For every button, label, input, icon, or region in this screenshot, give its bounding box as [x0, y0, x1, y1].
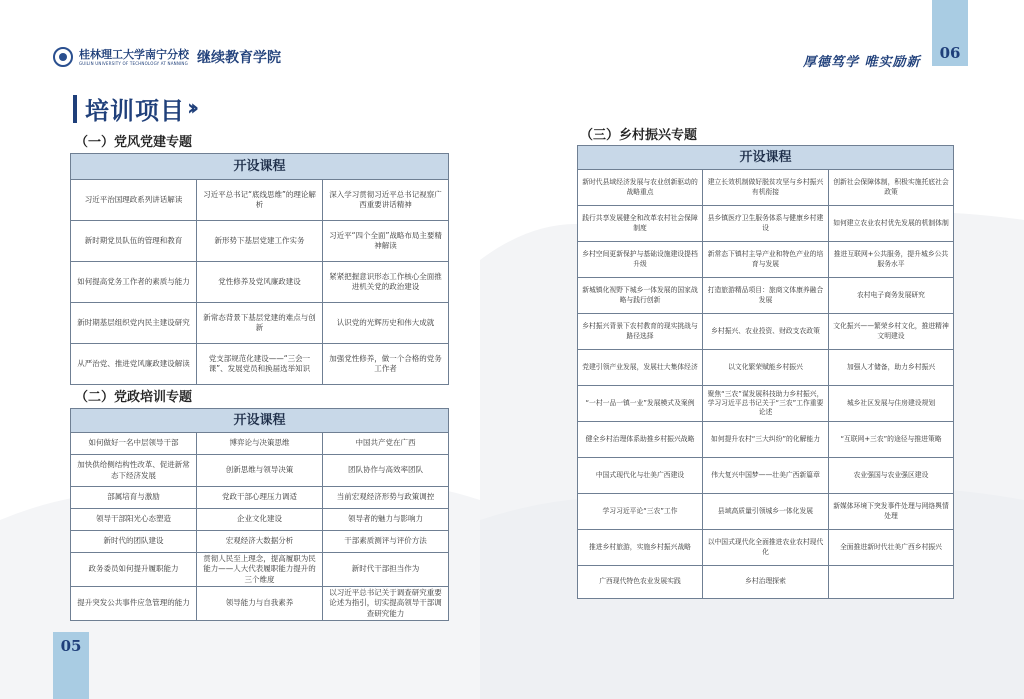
university-seal-icon: [53, 47, 73, 67]
course-cell: 践行共享发展健全和改革农村社会保障制度: [578, 206, 703, 242]
title-accent-bar: [73, 95, 77, 123]
course-cell: 广西现代特色农业发展实践: [578, 566, 703, 599]
course-cell: [829, 566, 954, 599]
table-row: [71, 509, 449, 531]
table-row: [578, 170, 954, 206]
course-cell: 新时期基层组织党内民主建设研究: [71, 303, 197, 344]
university-name: 桂林理工大学南宁分校: [79, 47, 189, 61]
course-cell: 认识党的光辉历史和伟大成就: [323, 303, 449, 344]
course-cell: 党政干部心理压力调适: [197, 487, 323, 509]
course-cell: 县域高质量引领城乡一体化发展: [703, 494, 829, 530]
course-cell: 乡村振兴背景下农村教育的现实挑战与路径选择: [578, 314, 703, 350]
course-table: [70, 408, 449, 621]
course-cell: 从严治党、推进党风廉政建设解读: [71, 344, 197, 385]
course-cell: 领导者的魅力与影响力: [323, 509, 449, 531]
course-cell: 新常态下镇村主导产业和特色产业的培育与发展: [703, 242, 829, 278]
table-row: [71, 180, 449, 221]
table-row: [578, 206, 954, 242]
course-cell: 新形势下基层党建工作实务: [197, 221, 323, 262]
section-title: [73, 91, 193, 126]
course-cell: 全面推进新时代壮美广西乡村振兴: [829, 530, 954, 566]
table-row: [578, 314, 954, 350]
topic-heading: （一）党风党建专题: [75, 135, 193, 150]
table-header: 开设课程: [71, 409, 449, 433]
table-row: [71, 433, 449, 455]
course-cell: 乡村治理探索: [703, 566, 829, 599]
course-cell: 如何提升农村“三大纠纷”的化解能力: [703, 422, 829, 458]
topic-heading: （三）乡村振兴专题: [580, 128, 698, 143]
course-cell: 习近平总书记“底线思维”的理论解析: [197, 180, 323, 221]
course-cell: 新媒体环境下突发事件处理与网络舆情处理: [829, 494, 954, 530]
course-cell: 领导干部阳光心态塑造: [71, 509, 197, 531]
course-cell: 县乡镇医疗卫生服务体系与健康乡村建设: [703, 206, 829, 242]
course-cell: 以文化繁荣赋能乡村振兴: [703, 350, 829, 386]
course-cell: 中国式现代化与壮美广西建设: [578, 458, 703, 494]
page-number-right: 06: [939, 44, 961, 62]
course-cell: 创新社会保障体制，积极实施托底社会政策: [829, 170, 954, 206]
course-cell: 加强人才储备，助力乡村振兴: [829, 350, 954, 386]
course-cell: 博弈论与决策思维: [197, 433, 323, 455]
course-cell: 党支部规范化建设——“三会一课”、发展党员和换届选举知识: [197, 344, 323, 385]
course-cell: 习近平“四个全面”战略布局主要精神解读: [323, 221, 449, 262]
course-cell: 农村电子商务发展研究: [829, 278, 954, 314]
course-cell: 创新思维与领导决策: [197, 455, 323, 487]
course-cell: 领导能力与自我素养: [197, 587, 323, 621]
course-cell: 党建引领产业发展，发展壮大集体经济: [578, 350, 703, 386]
course-cell: 新时代县域经济发展与农业创新驱动的战略重点: [578, 170, 703, 206]
table-row: [578, 350, 954, 386]
table-header: 开设课程: [578, 146, 954, 170]
course-cell: 聚焦“三农”谋发展科技助力乡村振兴，学习习近平总书记关于“三农”工作重要论述: [703, 386, 829, 422]
course-cell: 新时代的团队建设: [71, 531, 197, 553]
page-number-left: 05: [60, 637, 82, 655]
course-cell: 文化振兴——繁荣乡村文化，推进精神文明建设: [829, 314, 954, 350]
course-cell: 宏观经济大数据分析: [197, 531, 323, 553]
course-cell: 如何建立农业农村优先发展的机制体制: [829, 206, 954, 242]
table-row: [71, 221, 449, 262]
course-cell: 当前宏观经济形势与政策调控: [323, 487, 449, 509]
course-cell: 城乡社区发展与住房建设规划: [829, 386, 954, 422]
table-row: [71, 553, 449, 587]
course-cell: 部属培育与激励: [71, 487, 197, 509]
course-cell: 乡村振兴、农业投资、财政支农政策: [703, 314, 829, 350]
motto: 厚德笃学 唯实励新: [803, 55, 921, 70]
course-cell: “互联网+三农”的途径与推进策略: [829, 422, 954, 458]
table-row: [71, 587, 449, 621]
course-table: [70, 153, 449, 385]
double-chevron-icon: ››: [187, 96, 194, 121]
course-cell: 深入学习贯彻习近平总书记视察广西重要讲话精神: [323, 180, 449, 221]
course-cell: 新城镇化视野下城乡一体发展的国家战略与践行创新: [578, 278, 703, 314]
course-cell: 干部素质测评与评价方法: [323, 531, 449, 553]
course-cell: 学习习近平论“三农”工作: [578, 494, 703, 530]
table-row: [71, 487, 449, 509]
course-cell: 党性修养及党风廉政建设: [197, 262, 323, 303]
course-cell: 贯彻人民至上理念，提高履职为民能力——人大代表履职能力提升的三个维度: [197, 553, 323, 587]
university-logo: [53, 47, 281, 67]
course-cell: 乡村空间更新保护与基础设施建设提档升级: [578, 242, 703, 278]
course-cell: 新时期党员队伍的管理和教育: [71, 221, 197, 262]
college-name: 继续教育学院: [197, 50, 281, 66]
course-cell: 如何做好一名中层领导干部: [71, 433, 197, 455]
course-cell: 习近平治国理政系列讲话解读: [71, 180, 197, 221]
table-header: 开设课程: [71, 154, 449, 180]
course-cell: 建立长效机制做好脱贫攻坚与乡村振兴有机衔接: [703, 170, 829, 206]
course-cell: 团队协作与高效率团队: [323, 455, 449, 487]
table-row: [578, 242, 954, 278]
course-cell: 加快供给侧结构性改革、促进新常态下经济发展: [71, 455, 197, 487]
course-cell: 加强党性修养，做一个合格的党务工作者: [323, 344, 449, 385]
course-cell: “一村一品一镇一业”发展模式及案例: [578, 386, 703, 422]
table-row: [578, 386, 954, 422]
topic-heading: （二）党政培训专题: [75, 390, 193, 405]
course-cell: 新常态背景下基层党建的难点与创新: [197, 303, 323, 344]
course-cell: 中国共产党在广西: [323, 433, 449, 455]
table-row: [71, 344, 449, 385]
table-row: [578, 278, 954, 314]
course-cell: 企业文化建设: [197, 509, 323, 531]
table-row: [578, 422, 954, 458]
section-title-text: 培训项目: [85, 97, 185, 125]
table-row: [578, 494, 954, 530]
course-cell: 新时代干部担当作为: [323, 553, 449, 587]
course-cell: 以习近平总书记关于调查研究重要论述为指引，切实提高领导干部调查研究能力: [323, 587, 449, 621]
table-row: [71, 531, 449, 553]
university-name-en: GUILIN UNIVERSITY OF TECHNOLOGY AT NANNING: [79, 60, 188, 66]
course-cell: 政务委员如何提升履职能力: [71, 553, 197, 587]
course-table: [577, 145, 954, 599]
table-row: [578, 530, 954, 566]
table-row: [71, 262, 449, 303]
course-cell: 如何提高党务工作者的素质与能力: [71, 262, 197, 303]
course-cell: 推进乡村旅游，实施乡村振兴战略: [578, 530, 703, 566]
course-cell: 紧紧把握意识形态工作核心全面推进机关党的政治建设: [323, 262, 449, 303]
course-cell: 伟大复兴中国梦——壮美广西新篇章: [703, 458, 829, 494]
course-cell: 推进互联网+公共服务，提升城乡公共服务水平: [829, 242, 954, 278]
course-cell: 以中国式现代化全面推进农业农村现代化: [703, 530, 829, 566]
table-row: [71, 303, 449, 344]
table-row: [578, 566, 954, 599]
course-cell: 打造旅游精品项目：旅商文体康养融合发展: [703, 278, 829, 314]
table-row: [71, 455, 449, 487]
course-cell: 健全乡村治理体系助推乡村振兴战略: [578, 422, 703, 458]
table-row: [578, 458, 954, 494]
course-cell: 农业强国与农业强区建设: [829, 458, 954, 494]
course-cell: 提升突发公共事件应急管理的能力: [71, 587, 197, 621]
